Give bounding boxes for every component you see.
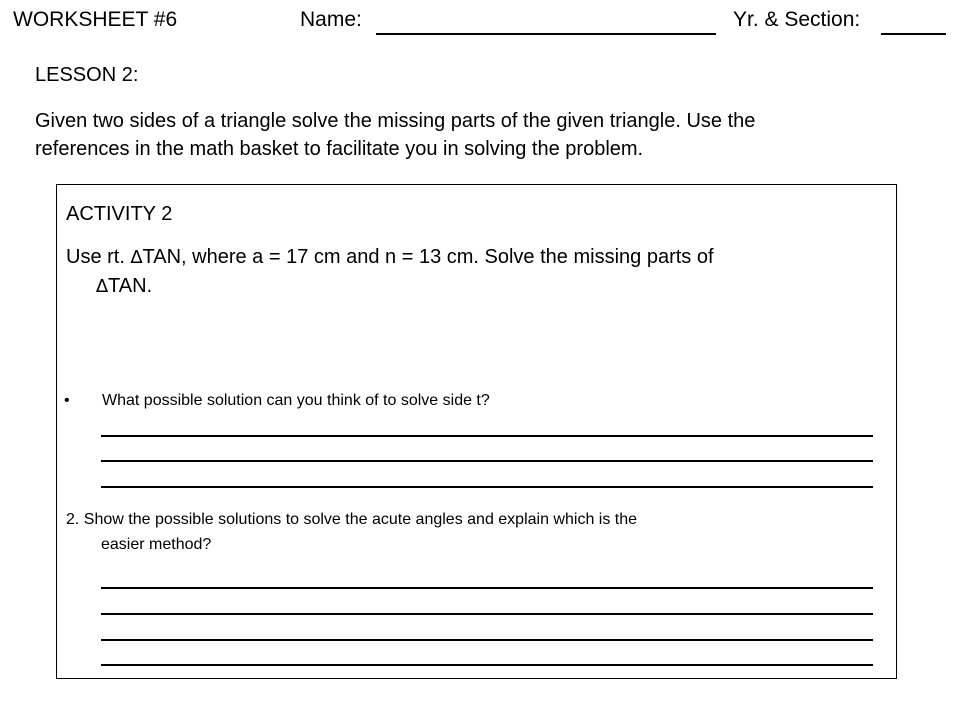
instructions-line-1: Given two sides of a triangle solve the missing parts of the given triangle. Use the	[35, 110, 756, 132]
question-1	[64, 392, 490, 410]
bullet-icon: •	[64, 392, 70, 409]
question-2-line-1: 2. Show the possible solutions to solve the acute angles and explain which is the	[66, 511, 638, 528]
answer-line[interactable]	[101, 664, 873, 666]
answer-line[interactable]	[101, 486, 873, 488]
answer-line[interactable]	[101, 639, 873, 641]
prompt-prefix: Use rt.	[66, 246, 125, 268]
question-2	[66, 507, 856, 557]
prompt-end: TAN.	[108, 275, 153, 297]
question-1-text: What possible solution can you think of to solve side t?	[102, 392, 490, 409]
triangle-icon: ∆	[130, 247, 143, 268]
name-label: Name:	[300, 8, 362, 31]
worksheet-number: WORKSHEET #6	[13, 8, 178, 31]
prompt-second-line	[66, 272, 886, 301]
answer-line[interactable]	[101, 460, 873, 462]
lesson-instructions	[35, 107, 915, 163]
activity-prompt	[66, 243, 886, 301]
section-label: Yr. & Section:	[733, 8, 861, 31]
answer-line[interactable]	[101, 587, 873, 589]
lesson-title: LESSON 2:	[35, 64, 139, 86]
answer-line[interactable]	[101, 613, 873, 615]
instructions-line-2: references in the math basket to facilitate you in solving the problem.	[35, 138, 644, 160]
name-blank-line[interactable]	[376, 33, 716, 35]
triangle-icon: ∆	[96, 276, 109, 297]
section-blank-line[interactable]	[881, 33, 946, 35]
answer-line[interactable]	[101, 435, 873, 437]
activity-title: ACTIVITY 2	[66, 203, 173, 225]
prompt-middle: TAN, where a = 17 cm and n = 13 cm. Solve the missing parts of	[142, 246, 714, 268]
question-2-line-2: easier method?	[101, 536, 212, 553]
